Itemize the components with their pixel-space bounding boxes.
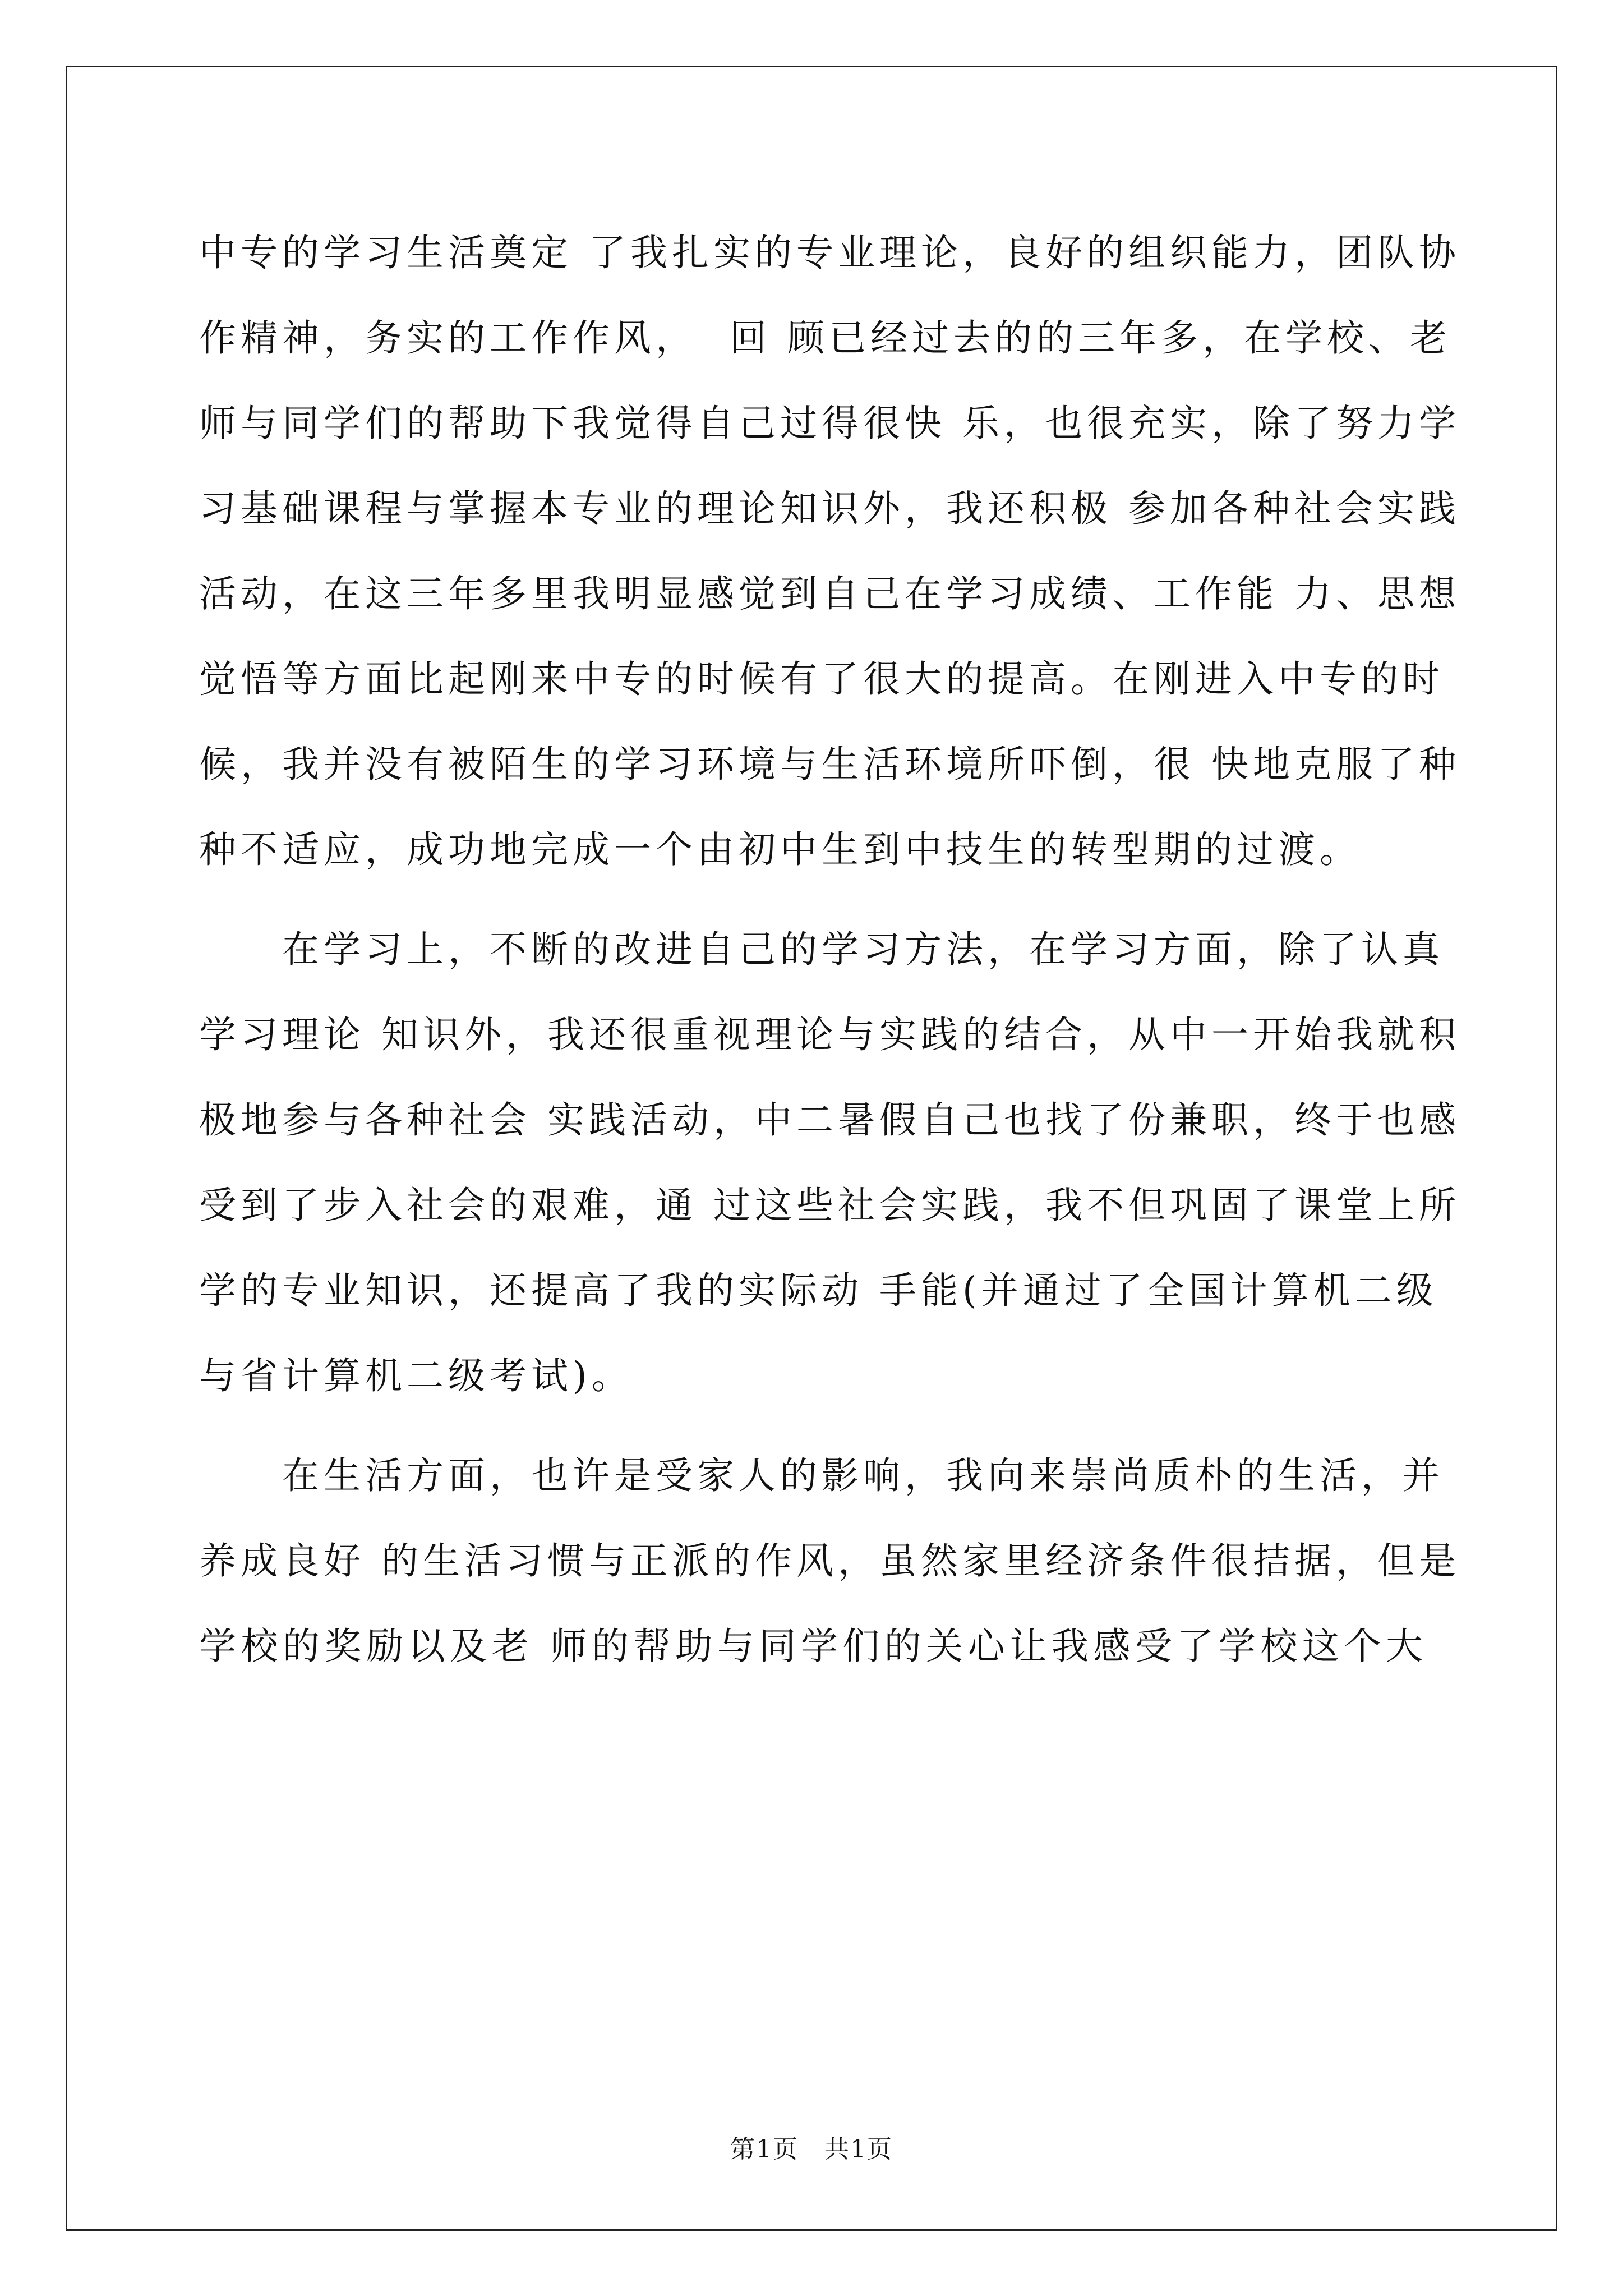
- paragraph-2: [199, 907, 1460, 1419]
- text-line: 学习理论 知识外，我还很重视理论与实践的结合，从中一开始我就积: [199, 1013, 1460, 1056]
- text-line: 种不适应，成功地完成一个由初中生到中技生的转型期的过渡。: [199, 828, 1361, 871]
- paragraph-1: [199, 210, 1460, 892]
- paragraph-gap: [199, 1419, 1427, 1433]
- text-line: 在学习上，不断的改进自己的学习方法，在学习方面，除了认真: [199, 928, 1444, 971]
- text-line: 候，我并没有被陌生的学习环境与生活环境所吓倒，很 快地克服了种: [199, 743, 1460, 786]
- text-line: 觉悟等方面比起刚来中专的时候有了很大的提高。在刚进入中专的时: [199, 657, 1444, 701]
- text-line: 学的专业知识，还提高了我的实际动 手能(并通过了全国计算机二级: [199, 1269, 1438, 1312]
- document-body: [199, 210, 1460, 1689]
- text-line: 在生活方面，也许是受家人的影响，我向来崇尚质朴的生活，并: [199, 1454, 1444, 1497]
- page-number: 第1页 共1页: [730, 2135, 893, 2164]
- text-line: 活动，在这三年多里我明显感觉到自己在学习成绩、工作能 力、思想: [199, 572, 1460, 615]
- text-line: 受到了步入社会的艰难，通 过这些社会实践，我不但巩固了课堂上所: [199, 1184, 1460, 1227]
- text-line: 与省计算机二级考试)。: [199, 1354, 633, 1397]
- text-line: 中专的学习生活奠定 了我扎实的专业理论，良好的组织能力，团队协: [199, 231, 1460, 274]
- text-line: 习基础课程与掌握本专业的理论知识外，我还积极 参加各种社会实践: [199, 487, 1460, 530]
- text-line: 师与同学们的帮助下我觉得自己过得很快 乐，也很充实，除了努力学: [199, 402, 1460, 445]
- text-line: 作精神，务实的工作作风， 回 顾已经过去的的三年多，在学校、老: [199, 316, 1451, 360]
- text-line: 极地参与各种社会 实践活动，中二暑假自己也找了份兼职，终于也感: [199, 1098, 1460, 1142]
- paragraph-gap: [199, 892, 1427, 907]
- text-line: 学校的奖励以及老 师的帮助与同学们的关心让我感受了学校这个大: [199, 1625, 1427, 1668]
- text-line: 养成良好 的生活习惯与正派的作风，虽然家里经济条件很拮据，但是: [199, 1539, 1460, 1582]
- paragraph-3: [199, 1433, 1460, 1689]
